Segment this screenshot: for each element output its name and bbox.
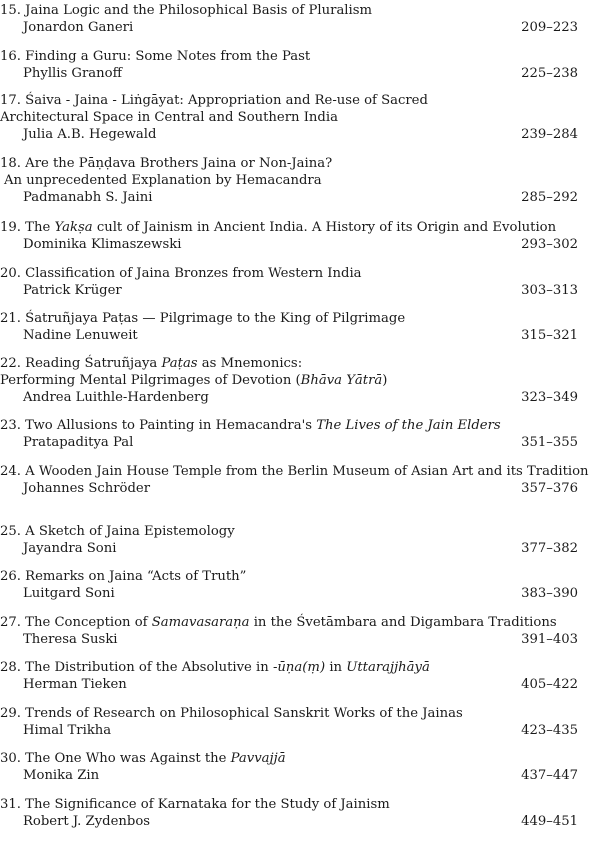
entry-title: 24. A Wooden Jain House Temple from the Berlin Museum of Asian Art and its Tradition bbox=[0, 464, 589, 479]
entry-author: Herman Tieken bbox=[23, 677, 127, 692]
entry-title: 20. Classification of Jaina Bronzes from Western India bbox=[0, 266, 362, 281]
toc-entry bbox=[0, 265, 600, 299]
toc-entry bbox=[0, 355, 600, 406]
entry-pages: 303–313 bbox=[521, 283, 578, 298]
entry-title: 30. The One Who was Against the Pavvajjā bbox=[0, 751, 286, 766]
entry-author: Jayandra Soni bbox=[23, 541, 117, 556]
entry-author: Theresa Suski bbox=[23, 632, 118, 647]
entry-pages: 351–355 bbox=[521, 435, 578, 450]
toc-entry bbox=[0, 48, 600, 82]
entry-pages: 239–284 bbox=[521, 127, 578, 142]
entry-author: Pratapaditya Pal bbox=[23, 435, 134, 450]
entry-pages: 377–382 bbox=[521, 541, 578, 556]
entry-title: 26. Remarks on Jaina “Acts of Truth” bbox=[0, 569, 247, 584]
toc-entry bbox=[0, 2, 600, 36]
entry-pages: 293–302 bbox=[521, 237, 578, 252]
entry-author: Himal Trikha bbox=[23, 723, 112, 738]
entry-author: Patrick Krüger bbox=[23, 283, 122, 298]
entry-pages: 391–403 bbox=[521, 632, 578, 647]
entry-title: 31. The Significance of Karnataka for the Study of Jainism bbox=[0, 797, 390, 812]
entry-title: 17. Śaiva - Jaina - Liṅgāyat: Appropriation and Re-use of Sacred bbox=[0, 93, 428, 108]
toc-entry bbox=[0, 523, 600, 557]
entry-title: 23. Two Allusions to Painting in Hemacandra's The Lives of the Jain Elders bbox=[0, 418, 501, 433]
entry-author: Andrea Luithle-Hardenberg bbox=[23, 390, 209, 405]
toc-entry bbox=[0, 310, 600, 344]
entry-author: Phyllis Granoff bbox=[23, 66, 122, 81]
entry-title: 27. The Conception of Samavasaraṇa in the Śvetāmbara and Digambara Traditions bbox=[0, 615, 557, 630]
entry-title-continued: Architectural Space in Central and Southern India bbox=[0, 110, 338, 125]
entry-title-continued: An unprecedented Explanation by Hemacandra bbox=[4, 173, 322, 188]
entry-pages: 225–238 bbox=[521, 66, 578, 81]
toc-entry bbox=[0, 219, 600, 253]
toc-entry bbox=[0, 417, 600, 451]
entry-pages: 209–223 bbox=[521, 20, 578, 35]
entry-pages: 423–435 bbox=[521, 723, 578, 738]
entry-title: 15. Jaina Logic and the Philosophical Basis of Pluralism bbox=[0, 3, 373, 18]
entry-title: 25. A Sketch of Jaina Epistemology bbox=[0, 524, 235, 539]
toc-entry bbox=[0, 796, 600, 830]
entry-author: Padmanabh S. Jaini bbox=[23, 190, 153, 205]
toc-entry bbox=[0, 659, 600, 693]
entry-author: Julia A.B. Hegewald bbox=[23, 127, 157, 142]
entry-title: 21. Śatruñjaya Paṭas — Pilgrimage to the King of Pilgrimage bbox=[0, 311, 406, 326]
entry-title: 19. The Yakṣa cult of Jainism in Ancient India. A History of its Origin and Evolution bbox=[0, 220, 557, 235]
entry-author: Nadine Lenuweit bbox=[23, 328, 138, 343]
toc-entry bbox=[0, 750, 600, 784]
toc-entry bbox=[0, 614, 600, 648]
entry-author: Luitgard Soni bbox=[23, 586, 115, 601]
entry-pages: 405–422 bbox=[521, 677, 578, 692]
entry-pages: 357–376 bbox=[521, 481, 578, 496]
toc-entry bbox=[0, 463, 600, 497]
entry-pages: 437–447 bbox=[521, 768, 578, 783]
toc-entry bbox=[0, 705, 600, 739]
entry-title: 18. Are the Pāṇḍava Brothers Jaina or Non-Jaina? bbox=[0, 156, 333, 171]
toc-entry bbox=[0, 568, 600, 602]
entry-author: Monika Zin bbox=[23, 768, 100, 783]
entry-author: Dominika Klimaszewski bbox=[23, 237, 182, 252]
entry-title-continued: Performing Mental Pilgrimages of Devotion (Bhāva Yātrā) bbox=[0, 373, 388, 388]
entry-pages: 315–321 bbox=[521, 328, 578, 343]
entry-pages: 285–292 bbox=[521, 190, 578, 205]
entry-title: 16. Finding a Guru: Some Notes from the Past bbox=[0, 49, 311, 64]
entry-author: Johannes Schröder bbox=[23, 481, 151, 496]
toc-entry bbox=[0, 92, 600, 143]
entry-pages: 323–349 bbox=[521, 390, 578, 405]
entry-title: 29. Trends of Research on Philosophical Sanskrit Works of the Jainas bbox=[0, 706, 463, 721]
entry-author: Robert J. Zydenbos bbox=[23, 814, 151, 829]
entry-pages: 383–390 bbox=[521, 586, 578, 601]
entry-title: 28. The Distribution of the Absolutive in -ūṇa(ṃ) in Uttarajjhāyā bbox=[0, 660, 430, 675]
entry-pages: 449–451 bbox=[521, 814, 578, 829]
toc-entry bbox=[0, 155, 600, 206]
entry-title: 22. Reading Śatruñjaya Paṭas as Mnemonics: bbox=[0, 356, 303, 371]
entry-author: Jonardon Ganeri bbox=[23, 20, 134, 35]
